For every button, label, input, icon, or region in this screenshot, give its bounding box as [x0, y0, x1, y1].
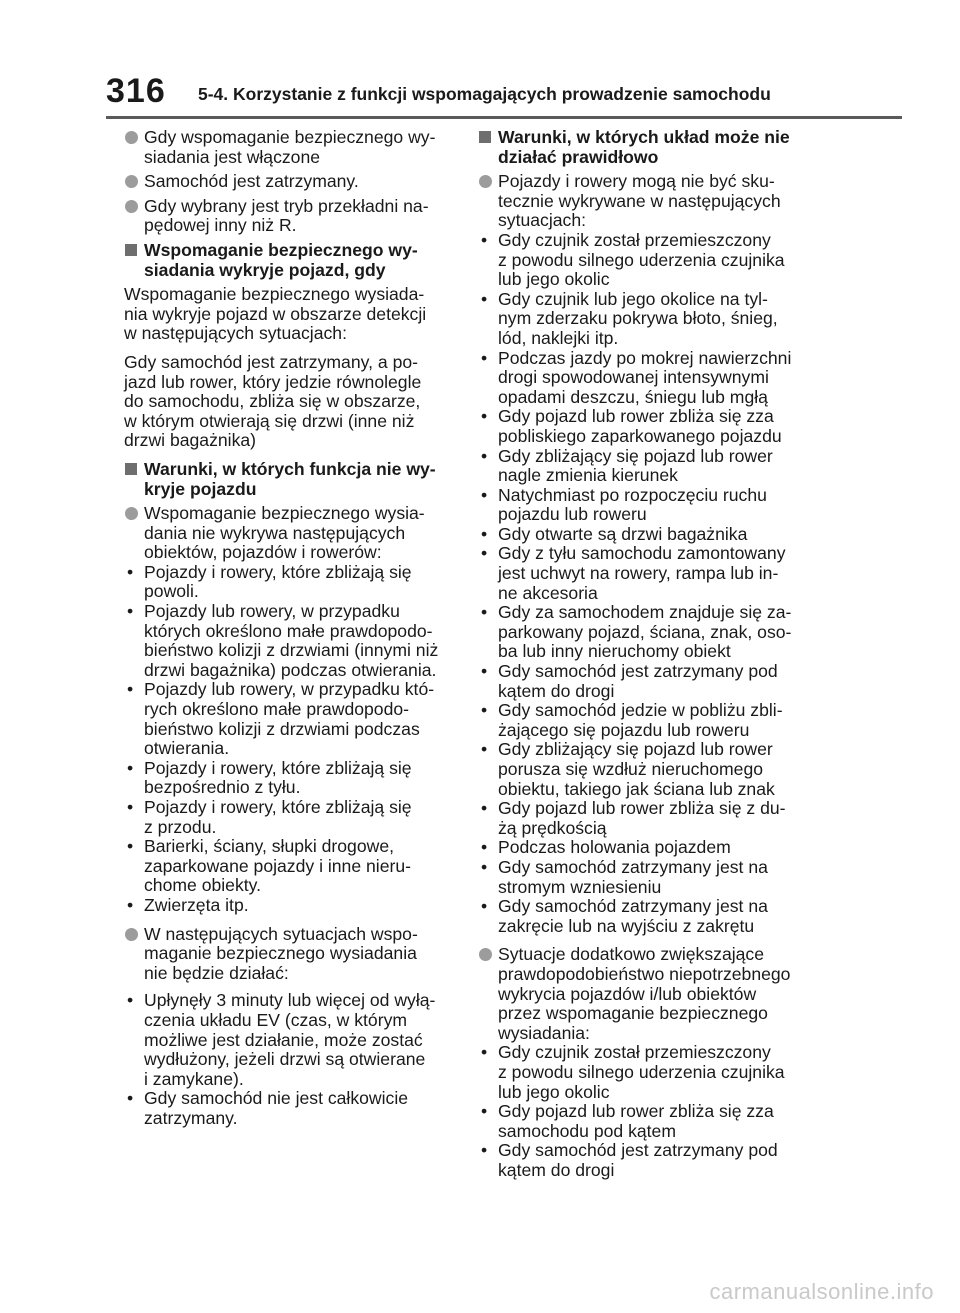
section-heading: Warunki, w których układ może nie działać prawidłowo [478, 128, 808, 167]
list-item: • Gdy pojazd lub rower zbliża się zza samochodu pod kątem [478, 1102, 808, 1141]
list-item: • Gdy pojazd lub rower zbliża się zza pobliskiego zaparkowanego pojazdu [478, 407, 808, 446]
list-item: • Zwierzęta itp. [124, 896, 454, 916]
section-heading: Wspomaganie bezpiecznego wy- siadania wykryje pojazd, gdy [124, 241, 454, 280]
square-bullet-icon [125, 463, 137, 475]
round-bullet-icon [125, 507, 138, 520]
list-item: • Gdy czujnik został przemieszczony z powodu silnego uderzenia czujnika lub jego okolic [478, 1043, 808, 1102]
list-item: • Pojazdy i rowery, które zbliżają się powoli. [124, 563, 454, 602]
page-number: 316 [106, 72, 166, 110]
round-bullet-icon [125, 131, 138, 144]
list-item: • Gdy samochód jest zatrzymany pod kątem do drogi [478, 1141, 808, 1180]
condition-list [478, 231, 808, 936]
condition-list [478, 1043, 808, 1180]
list-item: • Podczas jazdy po mokrej nawierzchni drogi spowodowanej intensywnymi opadami deszczu, śniegu lub mgłą [478, 349, 808, 408]
round-bullet-icon [479, 175, 492, 188]
list-item: • Gdy z tyłu samochodu zamontowany jest uchwyt na rowery, rampa lub in- ne akcesoria [478, 544, 808, 603]
round-bullet-icon [125, 200, 138, 213]
round-bullet-icon [125, 928, 138, 941]
list-item: • Gdy pojazd lub rower zbliża się z du- żą prędkością [478, 799, 808, 838]
list-item: • Pojazdy lub rowery, w przypadku których określono małe prawdopodo- bieństwo kolizji z drzwiami (innymi niż drzwi bagażnika) podczas otwierania. [124, 602, 454, 680]
list-item: • Gdy czujnik został przemieszczony z powodu silnego uderzenia czujnika lub jego okolic [478, 231, 808, 290]
list-item: • Podczas holowania pojazdem [478, 838, 808, 858]
section-heading: Warunki, w których funkcja nie wy- kryje pojazdu [124, 460, 454, 499]
list-item: • Gdy zbliżający się pojazd lub rower porusza się wzdłuż nieruchomego obiektu, takiego jak ściana lub znak [478, 740, 808, 799]
condition-list [124, 991, 454, 1128]
list-item: • Gdy samochód jest zatrzymany pod kątem do drogi [478, 662, 808, 701]
bullet-item: Pojazdy i rowery mogą nie być sku- tecznie wykrywane w następujących sytuacjach: [478, 172, 808, 231]
bullet-item: Gdy wybrany jest tryb przekładni na- pędowej inny niż R. [124, 197, 454, 236]
list-item: • Gdy samochód zatrzymany jest na stromym wzniesieniu [478, 858, 808, 897]
paragraph: Wspomaganie bezpiecznego wysiada- nia wykryje pojazd w obszarze detekcji w następujących sytuacjach: [124, 284, 427, 344]
list-item: • Pojazdy lub rowery, w przypadku któ- rych określono małe prawdopodo- bieństwo kolizji z drzwiami podczas otwierania. [124, 680, 454, 758]
round-bullet-icon [479, 948, 492, 961]
paragraph: Gdy samochód jest zatrzymany, a po- jazd lub rower, który jedzie równolegle do samochodu, zbliża się w obszarze, w którym otwierają się drzwi (inne niż drzwi bagażnika) [124, 351, 422, 451]
square-bullet-icon [125, 244, 137, 256]
bullet-item: Sytuacje dodatkowo zwiększające prawdopodobieństwo niepotrzebnego wykrycia pojazdów i/lub obiektów przez wspomaganie bezpiecznego wysiadania: [478, 945, 808, 1043]
bullet-item: W następujących sytuacjach wspo- maganie bezpiecznego wysiadania nie będzie działać: [124, 925, 454, 984]
square-bullet-icon [479, 131, 491, 143]
chapter-title: 5-4. Korzystanie z funkcji wspomagających prowadzenie samochodu [198, 84, 771, 104]
bullet-item: Wspomaganie bezpiecznego wysia- dania nie wykrywa następujących obiektów, pojazdów i rowerów: [124, 504, 454, 563]
list-item: • Gdy czujnik lub jego okolice na tyl- nym zderzaku pokrywa błoto, śnieg, lód, naklejki itp. [478, 290, 808, 349]
list-item: • Pojazdy i rowery, które zbliżają się z przodu. [124, 798, 454, 837]
right-column [478, 128, 808, 1189]
list-item: • Pojazdy i rowery, które zbliżają się bezpośrednio z tyłu. [124, 759, 454, 798]
header-rule [106, 116, 902, 119]
bullet-item: Gdy wspomaganie bezpiecznego wy- siadania jest włączone [124, 128, 454, 167]
list-item: • Barierki, ściany, słupki drogowe, zaparkowane pojazdy i inne nieru- chome obiekty. [124, 837, 454, 896]
list-item: • Gdy samochód zatrzymany jest na zakręcie lub na wyjściu z zakrętu [478, 897, 808, 936]
watermark: carmanualsonline.info [709, 1279, 934, 1304]
list-item: • Natychmiast po rozpoczęciu ruchu pojazdu lub roweru [478, 486, 808, 525]
list-item: • Upłynęły 3 minuty lub więcej od wyłą- czenia układu EV (czas, w którym możliwe jest działanie, może zostać wydłużony, jeżeli drzwi są otwierane i zamykane). [124, 991, 454, 1089]
list-item: • Gdy za samochodem znajduje się za- parkowany pojazd, ściana, znak, oso- ba lub inny nieruchomy obiekt [478, 603, 808, 662]
list-item: • Gdy samochód nie jest całkowicie zatrzymany. [124, 1089, 454, 1128]
list-item: • Gdy otwarte są drzwi bagażnika [478, 525, 808, 545]
round-bullet-icon [125, 175, 138, 188]
list-item: • Gdy samochód jedzie w pobliżu zbli- żającego się pojazdu lub roweru [478, 701, 808, 740]
bullet-item: Samochód jest zatrzymany. [124, 172, 454, 192]
condition-list [124, 563, 454, 916]
list-item: • Gdy zbliżający się pojazd lub rower nagle zmienia kierunek [478, 447, 808, 486]
left-column [124, 128, 454, 1138]
